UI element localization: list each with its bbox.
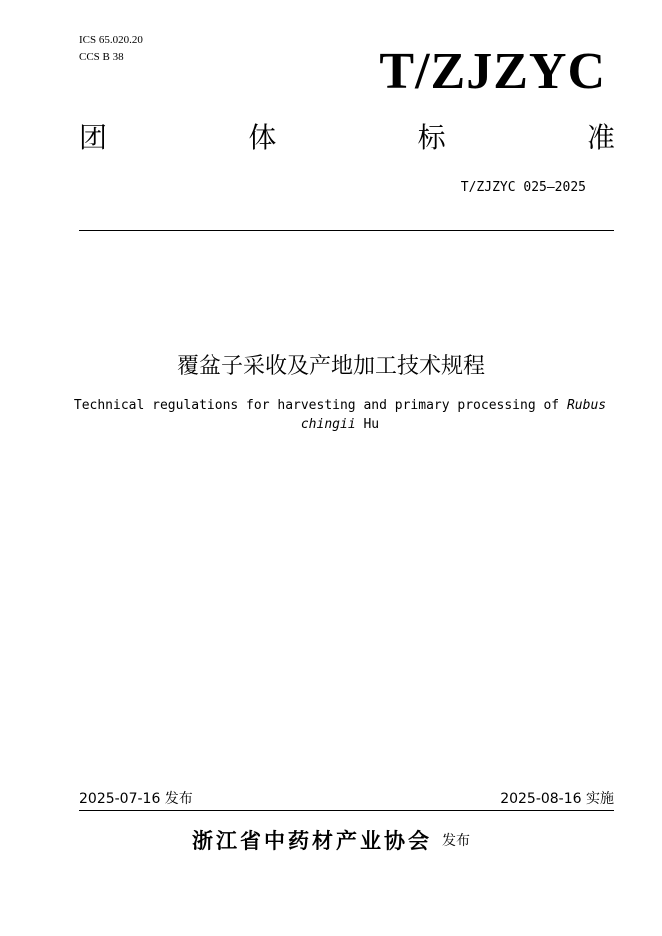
title-english bbox=[70, 396, 610, 434]
issuer-name: 浙江省中药材产业协会 bbox=[192, 829, 432, 853]
standard-type-char: 体 bbox=[248, 121, 277, 154]
issuer-suffix: 发布 bbox=[442, 833, 470, 849]
standard-type-char: 标 bbox=[417, 121, 446, 154]
issuer-line bbox=[0, 826, 662, 856]
standard-type-heading bbox=[79, 118, 615, 158]
title-english-author: Hu bbox=[355, 417, 380, 432]
standard-type-char: 团 bbox=[79, 121, 108, 154]
top-divider bbox=[79, 230, 614, 231]
bottom-divider bbox=[79, 810, 614, 811]
publish-date: 2025-07-16 发布 bbox=[79, 791, 193, 807]
standard-number: T/ZJZYC 025—2025 bbox=[460, 180, 586, 195]
standard-logo: T/ZJZYC bbox=[379, 43, 606, 100]
ics-code: ICS 65.020.20 bbox=[79, 34, 143, 46]
implement-date: 2025-08-16 实施 bbox=[500, 791, 614, 807]
standard-type-char: 准 bbox=[586, 121, 615, 154]
title-english-text: Technical regulations for harvesting and primary processing of bbox=[73, 398, 567, 413]
ccs-code: CCS B 38 bbox=[79, 51, 124, 63]
title-chinese: 覆盆子采收及产地加工技术规程 bbox=[176, 354, 485, 379]
title-english-species: Rubus chingii bbox=[300, 398, 607, 432]
